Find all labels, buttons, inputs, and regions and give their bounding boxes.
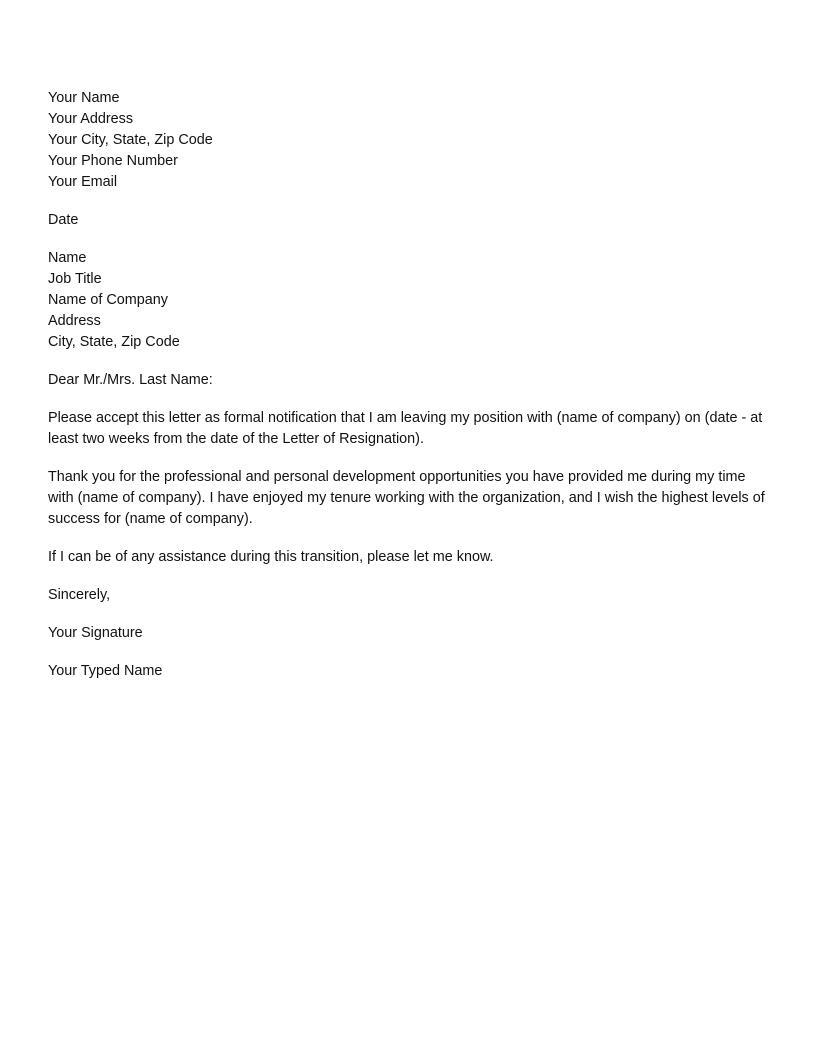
body-text: If I can be of any assistance during this transition, please let me know. bbox=[48, 549, 494, 565]
body-text: Thank you for the professional and personal development opportunities you have provided me during my time with (name of company). I have enjoyed my tenure working with the organization, and I wish the highest levels of success for (name of company). bbox=[48, 469, 765, 527]
sender-city-state-zip: Your City, State, Zip Code bbox=[48, 132, 213, 148]
sender-block bbox=[48, 88, 772, 193]
body-paragraph-2 bbox=[48, 467, 772, 530]
typed-name: Your Typed Name bbox=[48, 663, 163, 679]
closing-block bbox=[48, 585, 772, 606]
salutation: Dear Mr./Mrs. Last Name: bbox=[48, 372, 213, 388]
body-paragraph-1 bbox=[48, 408, 772, 450]
letter-date: Date bbox=[48, 212, 79, 228]
letter-document bbox=[48, 88, 772, 682]
recipient-city-state-zip: City, State, Zip Code bbox=[48, 334, 180, 350]
sender-email: Your Email bbox=[48, 174, 118, 190]
sender-phone: Your Phone Number bbox=[48, 153, 178, 169]
date-block bbox=[48, 210, 772, 231]
sender-address: Your Address bbox=[48, 111, 134, 127]
recipient-block bbox=[48, 248, 772, 353]
recipient-company: Name of Company bbox=[48, 292, 168, 308]
recipient-address: Address bbox=[48, 313, 101, 329]
closing: Sincerely, bbox=[48, 587, 111, 603]
recipient-name: Name bbox=[48, 250, 87, 266]
salutation-block bbox=[48, 370, 772, 391]
typed-name-block bbox=[48, 661, 772, 682]
sender-name: Your Name bbox=[48, 90, 120, 106]
body-paragraph-3 bbox=[48, 547, 772, 568]
signature-block bbox=[48, 623, 772, 644]
signature: Your Signature bbox=[48, 625, 143, 641]
recipient-job-title: Job Title bbox=[48, 271, 102, 287]
body-text: Please accept this letter as formal notification that I am leaving my position with (name of company) on (date - at least two weeks from the date of the Letter of Resignation). bbox=[48, 410, 763, 447]
